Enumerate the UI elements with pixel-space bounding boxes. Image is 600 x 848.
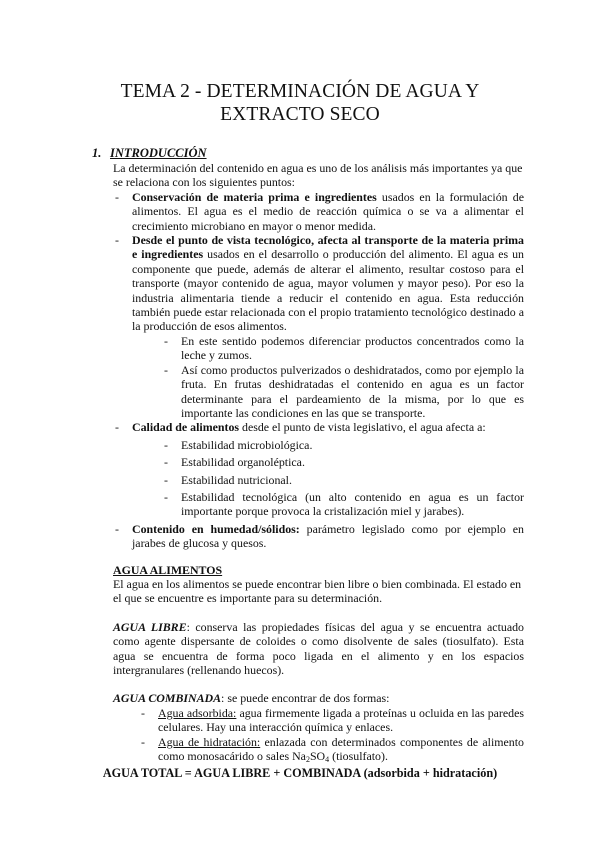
dash-bullet: - — [115, 189, 119, 204]
section-title: INTRODUCCIÓN — [110, 146, 207, 160]
sub-list — [132, 334, 524, 420]
sub-item-text: Estabilidad tecnológica (un alto contenido en agua es un factor importante porque provoca la cristalización miel y jarabes). — [181, 489, 524, 519]
sub-item — [164, 363, 524, 421]
formula-subscript: 2 — [305, 755, 310, 765]
list-item — [113, 522, 524, 551]
item-bold: Conservación de materia prima e ingredientes — [132, 189, 377, 204]
agua-libre-paragraph — [113, 620, 524, 678]
sub-item-text: En este sentido podemos diferenciar productos concentrados como la leche y zumos. — [181, 333, 524, 363]
sub-item — [141, 735, 524, 768]
item-text: usados en la formulación de alimentos. El agua es el medio de reacción química o se va a alimentar el crecimiento microbiano en mayor o menor medida. — [132, 189, 524, 233]
dash-bullet: - — [164, 437, 168, 452]
sub-item — [164, 490, 524, 519]
dash-bullet: - — [164, 333, 168, 348]
sub-list — [132, 438, 524, 519]
agua-combinada-label: AGUA COMBINADA — [113, 691, 222, 706]
section-heading — [92, 146, 207, 161]
formula-text: SO — [309, 749, 326, 764]
list-item — [113, 420, 524, 518]
dash-bullet: - — [141, 734, 145, 749]
form-text: enlazada con determinados componentes de alimento como monosacárido o sales Na — [158, 734, 524, 764]
sub-item — [164, 334, 524, 363]
item-bold: Contenido en humedad/sólidos: — [132, 521, 300, 536]
form-text: agua firmemente ligada a proteínas u ocluida en las paredes celulares. Hay una interacción química y enlaces. — [158, 705, 525, 735]
item-text: desde el punto de vista legislativo, el agua afecta a: — [239, 420, 486, 435]
sub-item — [164, 473, 524, 487]
sub-item-text: Estabilidad nutricional. — [181, 472, 292, 487]
section-number: 1. — [92, 146, 102, 160]
document-body — [113, 161, 524, 767]
dash-bullet: - — [164, 455, 168, 470]
agua-alimentos-heading: AGUA ALIMENTOS — [113, 562, 223, 577]
page-title — [0, 80, 600, 126]
dash-bullet: - — [115, 420, 119, 435]
dash-bullet: - — [164, 472, 168, 487]
list-item — [113, 190, 524, 233]
sub-item-text: Estabilidad microbiológica. — [181, 437, 313, 452]
total-equation: AGUA TOTAL = AGUA LIBRE + COMBINADA (adsorbida + hidratación) — [102, 766, 498, 780]
dash-bullet: - — [164, 362, 168, 377]
sub-item — [164, 455, 524, 469]
list-item — [113, 233, 524, 420]
agua-alimentos-text: El agua en los alimentos se puede encontrar bien libre o bien combinada. El estado en el que se encuentre es importante para su determinación. — [113, 576, 522, 606]
item-text: usados en el desarrollo o producción del alimento. El agua es un componente que puede, además de alterar el alimento, resultar costoso para el transporte (mayor contenido de agua, mayor volumen y mayor peso). Por eso la industria alimentaria tiende a reducir el contenido en agua. Esta reducción también puede estar relacionada con el propio tratamiento tecnológico destinado a la producción de esos alimentos. — [132, 247, 524, 334]
sub-item — [164, 438, 524, 452]
form-name: Agua adsorbida: — [158, 705, 237, 720]
formula-subscript: 4 — [325, 755, 330, 765]
form-name: Agua de hidratación: — [158, 734, 261, 749]
item-bold: Calidad de alimentos — [132, 420, 240, 435]
combinada-forms-list — [113, 706, 524, 768]
dash-bullet: - — [164, 489, 168, 504]
agua-libre-text: : conserva las propiedades físicas del agua y se encuentra actuado como agente dispersante de coloides o como disolvente de sales (tiosulfato). Esta agua se encuentra de forma poco ligada en el alimento y en los espacios intergranulares (rellenando huecos). — [113, 619, 525, 677]
sub-item-text: Así como productos pulverizados o deshidratados, como por ejemplo la fruta. En frutas deshidratadas el contenido en agua es un factor determinante para el pardeamiento de la misma, por lo que es importante las condiciones en las que se transporte. — [181, 362, 524, 420]
sub-item — [141, 706, 524, 735]
intro-paragraph: La determinación del contenido en agua es uno de los análisis más importantes ya que se relaciona con los siguientes puntos: — [113, 161, 523, 190]
title-line-2: EXTRACTO SECO — [220, 104, 380, 125]
item-bold: Desde el punto de vista tecnológico, afecta al transporte de la materia prima e ingredientes — [132, 233, 524, 262]
title-line-1: TEMA 2 - DETERMINACIÓN DE AGUA Y — [120, 81, 480, 102]
points-list — [113, 190, 524, 551]
dash-bullet: - — [115, 521, 119, 536]
dash-bullet: - — [141, 705, 145, 720]
agua-combinada-text: : se puede encontrar de dos formas: — [221, 691, 390, 706]
agua-combinada-paragraph — [113, 691, 524, 705]
dash-bullet: - — [115, 233, 119, 248]
sub-item-text: Estabilidad organoléptica. — [181, 455, 305, 470]
agua-libre-label: AGUA LIBRE — [113, 619, 187, 634]
item-text: parámetro legislado como por ejemplo en jarabes de glucosa y quesos. — [132, 521, 524, 551]
form-text-end: (tiosulfato). — [329, 749, 388, 764]
